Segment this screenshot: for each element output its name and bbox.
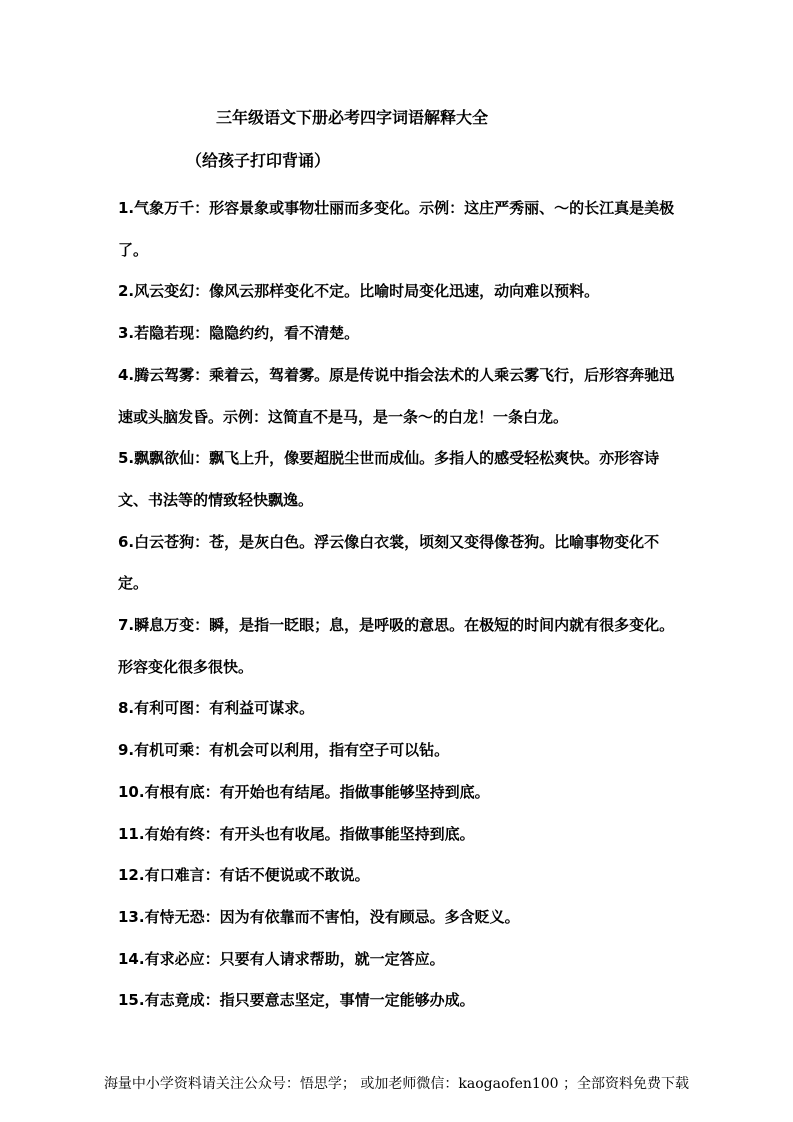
idiom-entry: 13.有恃无恐：因为有依靠而不害怕，没有顾忌。多含贬义。 [118,907,520,926]
idiom-entry: 12.有口难言：有话不便说或不敢说。 [118,866,370,885]
idiom-entry: 14.有求必应：只要有人请求帮助，就一定答应。 [118,949,445,968]
idiom-entry: 9.有机可乘：有机会可以利用，指有空子可以钻。 [118,741,450,760]
idiom-entry: 6.白云苍狗：苍，是灰白色。浮云像白衣裳，顷刻又变得像苍狗。比喻事物变化不定。 [118,532,660,593]
idiom-entry: 11.有始有终：有开头也有收尾。指做事能坚持到底。 [118,824,475,843]
idiom-entry: 7.瞬息万变：瞬，是指一眨眼；息，是呼吸的意思。在极短的时间内就有很多变化。形容变化很多很快。 [118,616,675,676]
idiom-entry: 2.风云变幻：像风云那样变化不定。比喻时局变化迅速，动向难以预料。 [118,282,600,301]
idiom-list [118,188,683,1022]
idiom-entry: 15.有志竟成：指只要意志坚定，事情一定能够办成。 [118,991,475,1010]
idiom-entry: 5.飘飘欲仙：飘飞上升，像要超脱尘世而成仙。多指人的感受轻松爽快。亦形容诗文、书法等的情致轻快飘逸。 [118,449,660,509]
page-footer: 海量中小学资料请关注公众号：悟思学； 或加老师微信：kaogaofen100 ；全部资料免费下载 [103,1076,690,1092]
document-subtitle: （给孩子打印背诵） [186,151,331,170]
idiom-entry: 3.若隐若现：隐隐约约，看不清楚。 [118,324,360,343]
document-title: 三年级语文下册必考四字词语解释大全 [216,108,489,127]
idiom-entry: 10.有根有底：有开始也有结尾。指做事能够坚持到底。 [118,782,490,801]
idiom-entry: 4.腾云驾雾：乘着云，驾着雾。原是传说中指会法术的人乘云雾飞行，后形容奔驰迅速或头脑发昏。示例：这简直不是马，是一条～的白龙！一条白龙。 [118,365,675,426]
idiom-entry: 8.有利可图：有利益可谋求。 [118,699,315,718]
idiom-entry: 1.气象万千：形容景象或事物壮丽而多变化。示例：这庄严秀丽、～的长江真是美极了。 [118,199,675,259]
